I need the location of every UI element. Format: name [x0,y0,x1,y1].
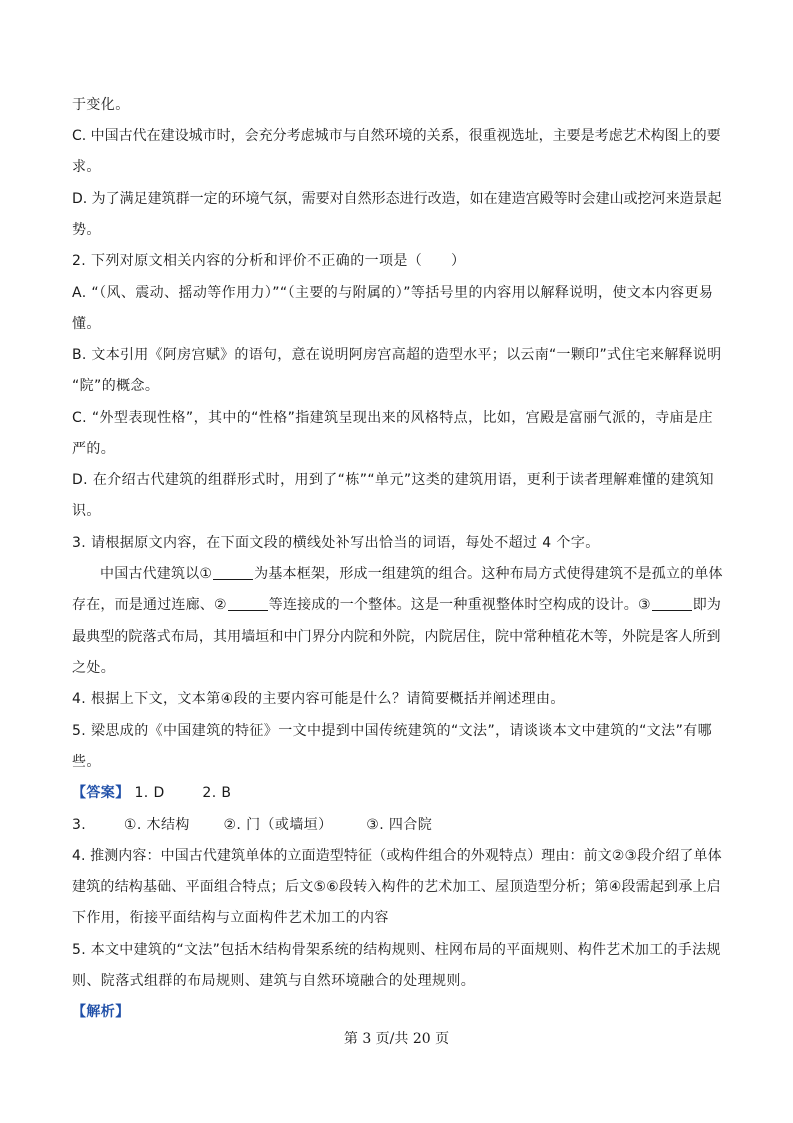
answer-q1: 1. D [134,785,165,801]
answer-q4: 4. 推测内容：中国古代建筑单体的立面造型特征（或构件组合的外观特点）理由：前文②③段介绍了单体 [72,848,722,864]
answer-q3-number: 3. [72,817,87,833]
option-d: D. 在介绍古代建筑的组群形式时，用到了“栋”“单元”这类的建筑用语，更利于读者理解难懂的建筑知 [72,472,714,488]
text-line: 懂。 [72,316,101,332]
answer-q5: 则、院落式组群的布局规则、建筑与自然环境融合的处理规则。 [72,973,476,989]
answer-q4: 建筑的结构基础、平面组合特点；后文⑤⑥段转入构件的艺术加工、屋顶造型分析；第④段需起到承上启 [72,879,721,895]
fill-blank-paragraph-line [72,595,721,615]
answer-line [72,783,231,803]
text-segment: 存在，而是通过连廊、② [72,597,227,613]
question-3: 3. 请根据原文内容，在下面文段的横线处补写出恰当的词语，每处不超过 4 个字。 [72,535,600,551]
text-line: 之处。 [72,660,116,676]
answer-q3-b: ②. 门（或墙垣） [223,817,333,833]
analysis-tag: 【解析】 [72,1004,130,1020]
blank-3 [652,596,692,611]
option-a: A. “（风、震动、摇动等作用力）”“（主要的与附属的）”等括号里的内容用以解释说明，使文本内容更易 [72,285,714,301]
option-c: C. “外型表现性格”，其中的“性格”指建筑呈现出来的风格特点，比如，宫殿是富丽气派的，寺庙是庄 [72,410,713,426]
blank-2 [228,596,268,611]
page-footer: 第 3 页/共 20 页 [343,1031,450,1047]
text-segment: 即为 [692,597,722,613]
fill-blank-paragraph-line [100,564,723,584]
answer-q5: 5. 本文中建筑的“文法”包括木结构骨架系统的结构规则、柱网布局的平面规则、构件艺术加工的手法规 [72,942,721,958]
text-line: 势。 [72,222,101,238]
option-b: B. 文本引用《阿房宫赋》的语句，意在说明阿房宫高超的造型水平；以云南“一颗印”式住宅来解释说明 [72,347,722,363]
text-line: 些。 [72,754,101,770]
text-line: 严的。 [72,441,116,457]
question-5: 5. 梁思成的《中国建筑的特征》一文中提到中国传统建筑的“文法”，请谈谈本文中建筑的“文法”有哪 [72,723,713,739]
question-2: 2. 下列对原文相关内容的分析和评价不正确的一项是（ ） [72,253,466,269]
text-line: 识。 [72,503,101,519]
blank-1 [213,565,253,580]
answer-q3-c: ③. 四合院 [366,817,433,833]
question-4: 4. 根据上下文，文本第④段的主要内容可能是什么？请简要概括并阐述理由。 [72,691,565,707]
option-c: C. 中国古代在建设城市时，会充分考虑城市与自然环境的关系，很重视选址，主要是考虑艺术构图上的要 [72,128,721,144]
text-segment: 为基本框架，形成一组建筑的组合。这种布局方式使得建筑不是孤立的单体 [254,566,723,582]
text-line: “院”的概念。 [72,378,160,394]
option-d: D. 为了满足建筑群一定的环境气氛，需要对自然形态进行改造，如在建造宫殿等时会建山或挖河来造景起 [72,191,722,207]
answer-q4: 下作用，衔接平面结构与立面构件艺术加工的内容 [72,910,389,926]
text-line: 于变化。 [72,97,130,113]
answer-q2: 2. B [202,785,232,801]
answer-tag: 【答案】 [72,785,130,801]
answer-q3-line [72,815,432,835]
text-segment: 等连接成的一个整体。这是一种重视整体时空构成的设计。③ [268,597,651,613]
text-segment: 中国古代建筑以① [100,566,213,582]
text-line: 求。 [72,159,101,175]
answer-q3-a: ①. 木结构 [123,817,190,833]
text-line: 最典型的院落式布局，其用墙垣和中门界分内院和外院，内院居住，院中常种植花木等，外院是客人所到 [72,629,721,645]
